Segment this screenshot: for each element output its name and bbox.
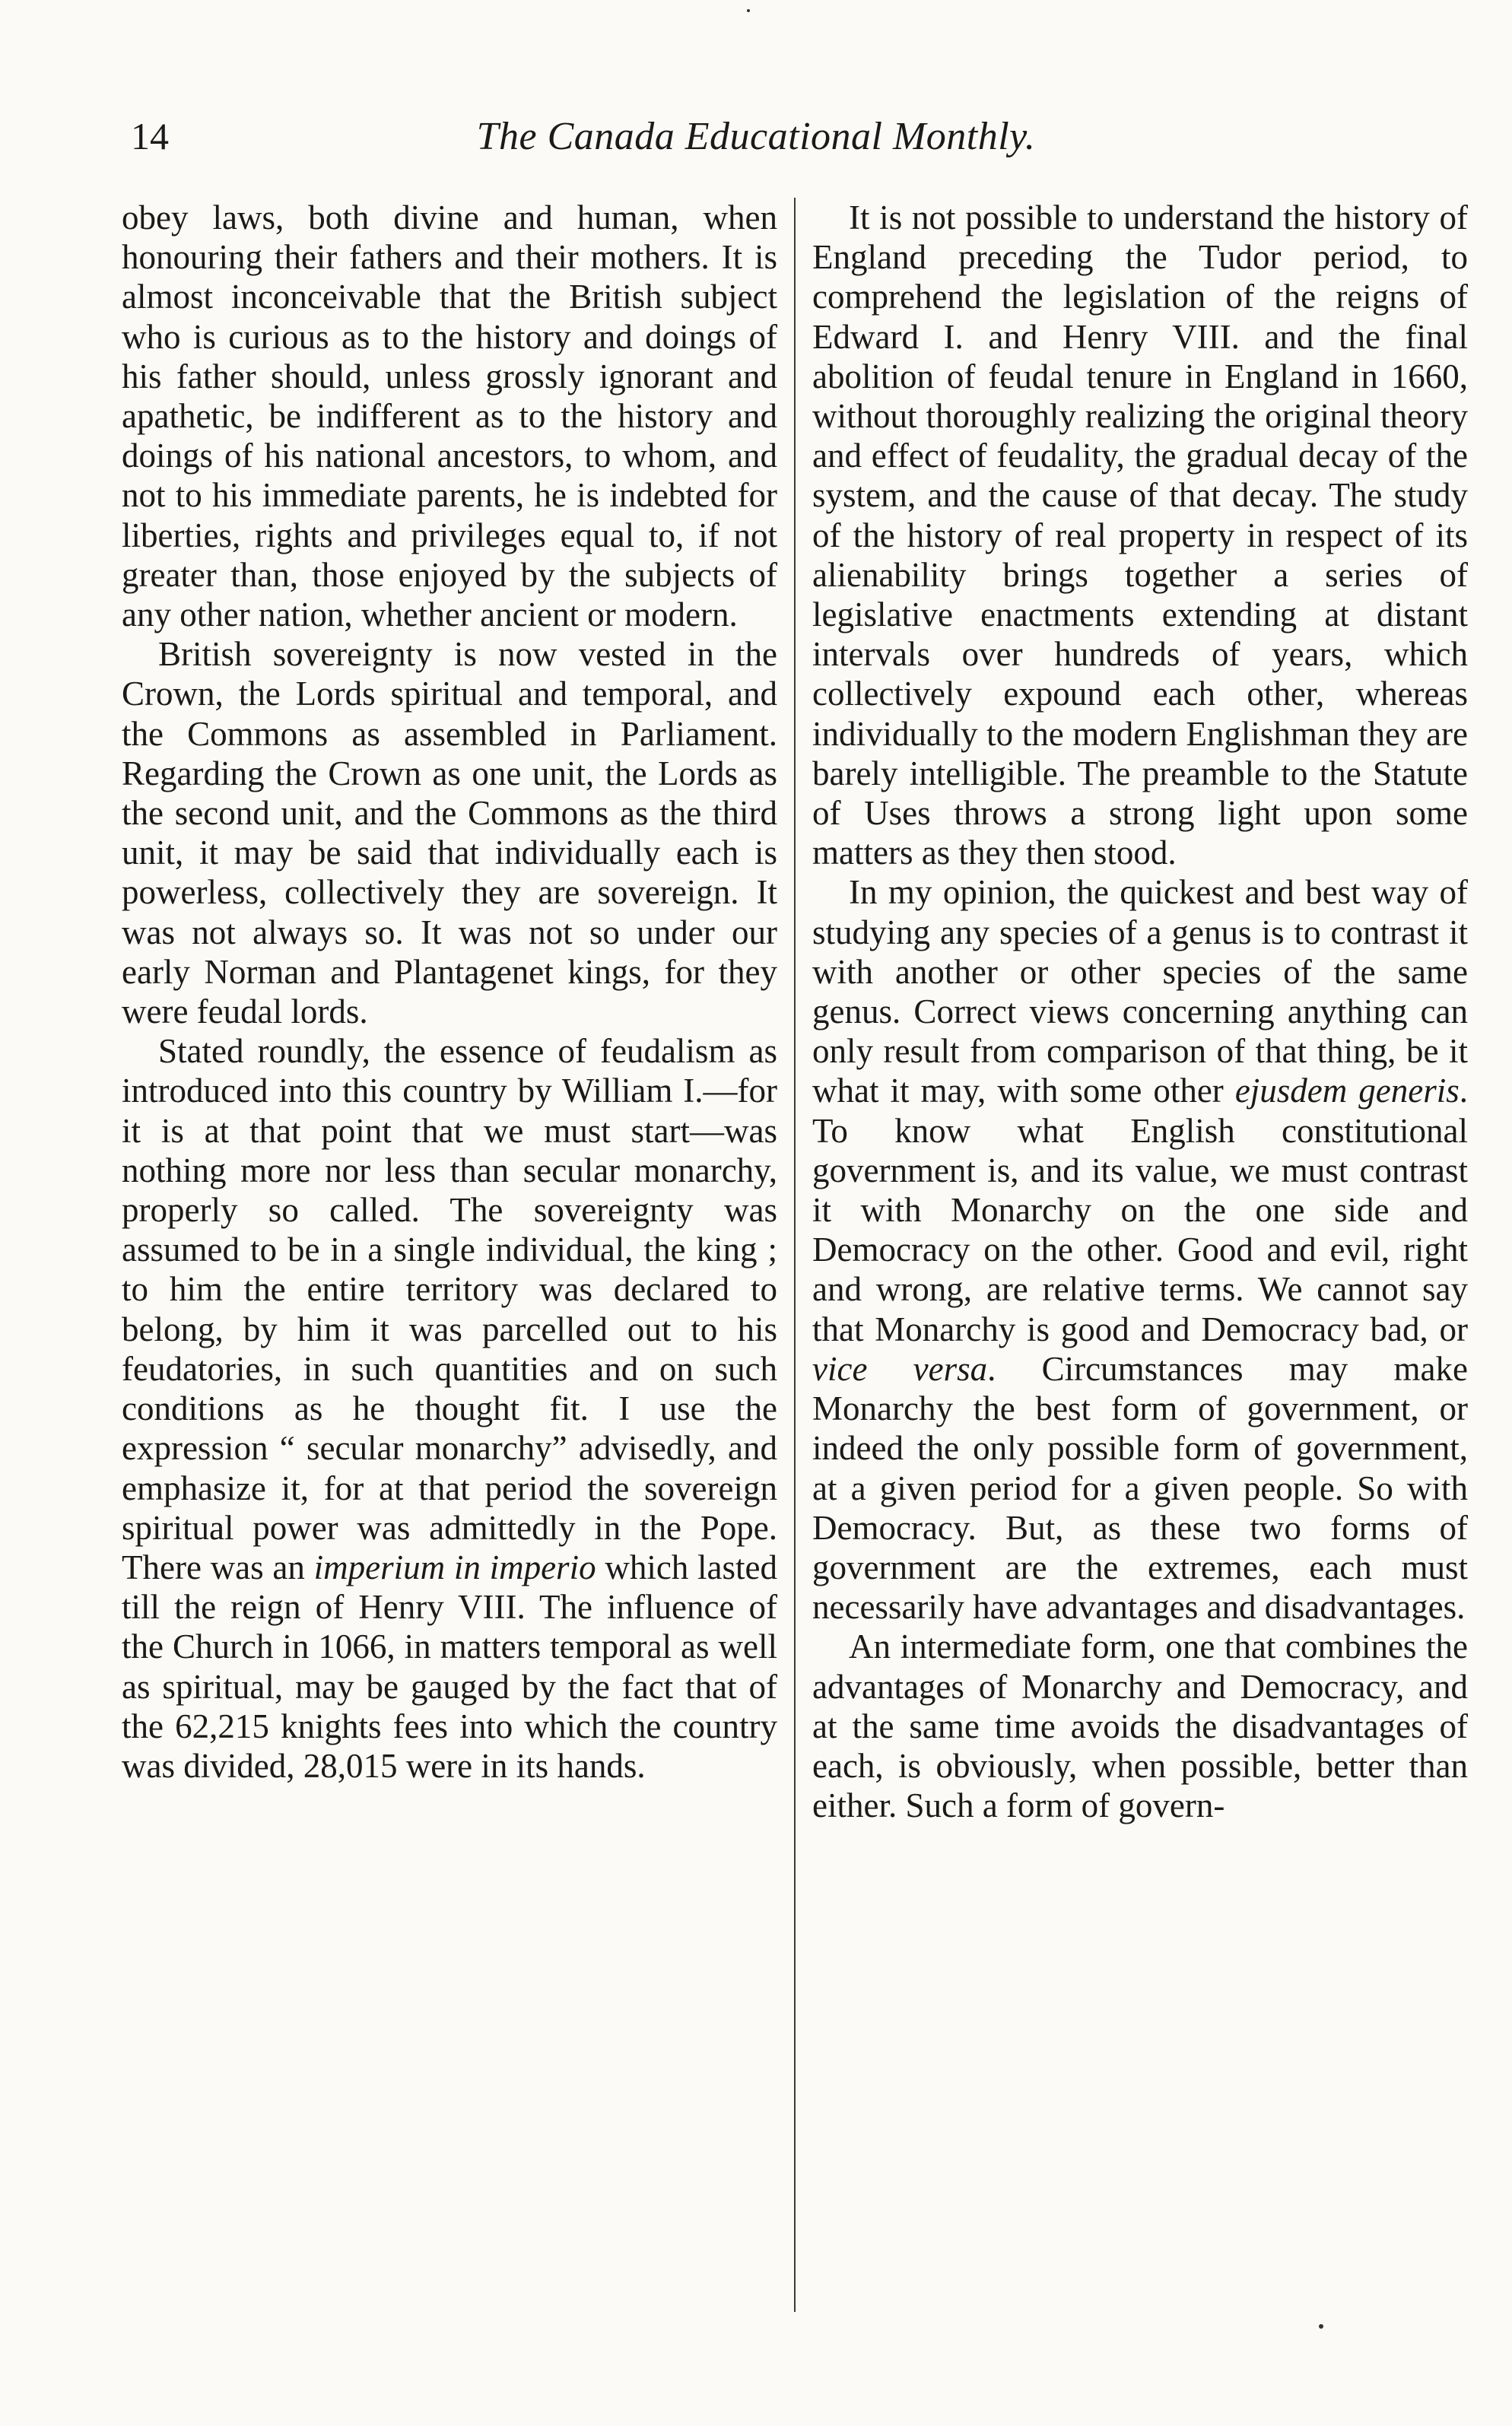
italic-phrase-ejusdem: ejusdem generis xyxy=(1234,1072,1460,1110)
print-speck xyxy=(747,9,750,12)
left-paragraph-2: British sovereignty is now vested in the Crown, the Lords spiritual and temporal, and the Commons as assembled in Parliament. Regarding the Crown as one unit, the Lords as the second unit, and the Commons as the third unit, it may be said that individually each is powerless, collectively they are sovereign. It was not always so. It was not so under our early Norman and Plantagenet kings, for they were feudal lords. xyxy=(122,635,777,1031)
right-paragraph-2-text-c: . Circumstances may make Monarchy the best form of government, or indeed the only possible form of government, at a given period for a given people. So with Democracy. But, as these two forms of government are the extremes, each must necessarily have advantages and disadvantages. xyxy=(812,1349,1468,1627)
right-paragraph-2-text-b: . To know what English constitutional government is, and its value, we must contrast it with Monarchy on the one side and Democracy on the other. Good and evil, right and wrong, are relative terms. We cannot say that Monarchy is good and Democracy bad, or xyxy=(812,1072,1469,1348)
running-title: The Canada Educational Monthly. xyxy=(476,115,1036,158)
left-paragraph-3-text-b: which lasted till the reign of Henry VIII. The influence of the Church in 1066, in matters temporal as well as spiritual, may be gauged by the fact that of the 62,215 knights fees into which the country was divided, 28,015 were in its hands. xyxy=(122,1548,778,1785)
right-column xyxy=(812,198,1468,1825)
left-paragraph-3 xyxy=(122,1031,777,1786)
italic-phrase-vice-versa: vice versa xyxy=(812,1349,988,1388)
page-header xyxy=(0,114,1512,183)
italic-phrase-imperium: imperium in imperio xyxy=(313,1548,596,1586)
right-paragraph-3: An intermediate form, one that combines the advantages of Monarchy and Democracy, and at the same time avoids the disadvantages of each, is obviously, when possible, better than either. Such a form of govern- xyxy=(812,1627,1468,1825)
left-paragraph-3-text-a: Stated roundly, the essence of feudalism as introduced into this country by William I.—for it is at that point that we must start—was nothing more nor less than secular monarchy, properly so called. The sovereignty was assumed to be in a single individual, the king ; to him the entire territory was declared to belong, by him it was parcelled out to his feudatories, in such quantities and on such conditions as he thought fit. I use the expression “ secular monarchy” advisedly, and emphasize it, for at that period the sovereign spiritual power was admittedly in the Pope. There was an xyxy=(122,1032,777,1586)
right-paragraph-1: It is not possible to understand the history of England preceding the Tudor period, to comprehend the legislation of the reigns of Edward I. and Henry VIII. and the final abolition of feudal tenure in England in 1660, without thoroughly realizing the original theory and effect of feudality, the gradual decay of the system, and the cause of that decay. The study of the history of real property in respect of its alienability brings together a series of legislative enactments extending at distant intervals over hundreds of years, which collectively expound each other, whereas individually to the modern Englishman they are barely intelligible. The preamble to the Statute of Uses throws a strong light upon some matters as they then stood. xyxy=(812,198,1468,872)
print-speck xyxy=(1319,2324,1323,2329)
left-paragraph-1: obey laws, both divine and human, when honouring their fathers and their mothers. It is almost inconceivable that the British subject who is curious as to the history and doings of his father should, unless grossly ignorant and apathetic, be indifferent as to the history and doings of his national ancestors, to whom, and not to his immediate parents, he is indebted for liberties, rights and privileges equal to, if not greater than, those enjoyed by the subjects of any other nation, whether ancient or modern. xyxy=(122,198,777,634)
column-divider xyxy=(794,198,796,2312)
left-column xyxy=(122,198,777,1786)
page-number: 14 xyxy=(131,115,169,157)
article-body xyxy=(122,198,1468,2312)
right-paragraph-2-text-a: In my opinion, the quickest and best way of studying any species of a genus is to contrast it with another or other species of the same genus. Correct views concerning anything can only result from comparison of that thing, be it what it may, with some other xyxy=(812,873,1468,1110)
right-paragraph-2 xyxy=(812,872,1468,1627)
